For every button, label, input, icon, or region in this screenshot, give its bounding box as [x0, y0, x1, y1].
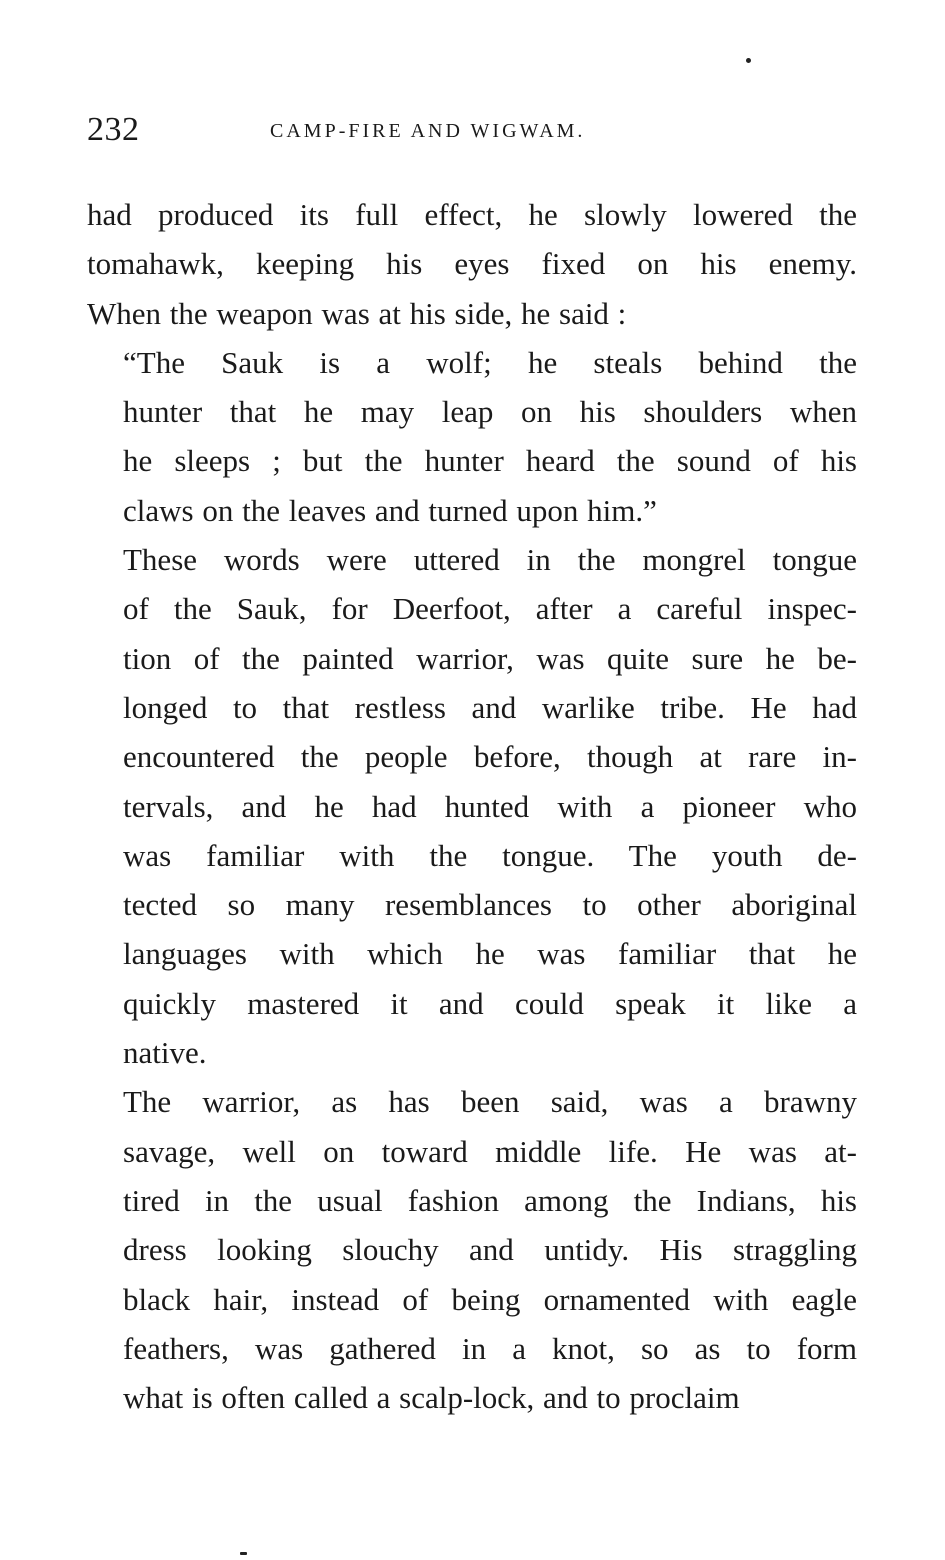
text-line: “The Sauk is a wolf; he steals behind the — [123, 344, 857, 380]
text-line: black hair, instead of being ornamented with eagle — [123, 1281, 857, 1317]
running-head — [87, 108, 857, 158]
print-speck — [240, 1552, 247, 1555]
text-line: languages with which he was familiar that he — [123, 936, 857, 972]
text-line: savage, well on toward middle life. He was at- — [123, 1133, 857, 1169]
paragraph — [87, 1077, 857, 1422]
text-line: tervals, and he had hunted with a pioneer who — [123, 788, 857, 824]
text-line: was familiar with the tongue. The youth de- — [123, 837, 857, 873]
text-line: dress looking slouchy and untidy. His straggling — [123, 1232, 857, 1268]
text-line: tion of the painted warrior, was quite sure he be- — [123, 640, 857, 676]
text-line: had produced its full effect, he slowly lowered the — [87, 197, 857, 232]
paragraph — [87, 190, 857, 338]
paragraph — [87, 338, 857, 535]
text-line: When the weapon was at his side, he said : — [87, 295, 627, 331]
text-line: feathers, was gathered in a knot, so as to form — [123, 1330, 857, 1366]
text-line: hunter that he may leap on his shoulders when — [123, 394, 857, 430]
text-line: tired in the usual fashion among the Indians, his — [123, 1182, 857, 1218]
text-line: he sleeps ; but the hunter heard the sound of his — [123, 443, 857, 479]
text-line: longed to that restless and warlike tribe. He had — [123, 689, 857, 725]
page-number: 232 — [87, 111, 140, 148]
paragraph — [87, 535, 857, 1077]
text-line: native. — [123, 1035, 207, 1071]
text-line: claws on the leaves and turned upon him.” — [123, 492, 657, 528]
text-line: tected so many resemblances to other aboriginal — [123, 887, 857, 923]
text-line: of the Sauk, for Deerfoot, after a careful inspec- — [123, 591, 857, 627]
text-line: what is often called a scalp-lock, and to proclaim — [123, 1380, 740, 1416]
text-line: encountered the people before, though at rare in- — [123, 739, 857, 775]
text-line: quickly mastered it and could speak it like a — [123, 985, 857, 1021]
text-line: These words were uttered in the mongrel tongue — [123, 542, 857, 578]
body-text — [87, 190, 857, 1440]
print-speck — [746, 58, 751, 63]
text-line: The warrior, as has been said, was a brawny — [123, 1084, 857, 1120]
running-title: CAMP-FIRE AND WIGWAM. — [270, 120, 586, 142]
text-line: tomahawk, keeping his eyes fixed on his enemy. — [87, 246, 857, 282]
